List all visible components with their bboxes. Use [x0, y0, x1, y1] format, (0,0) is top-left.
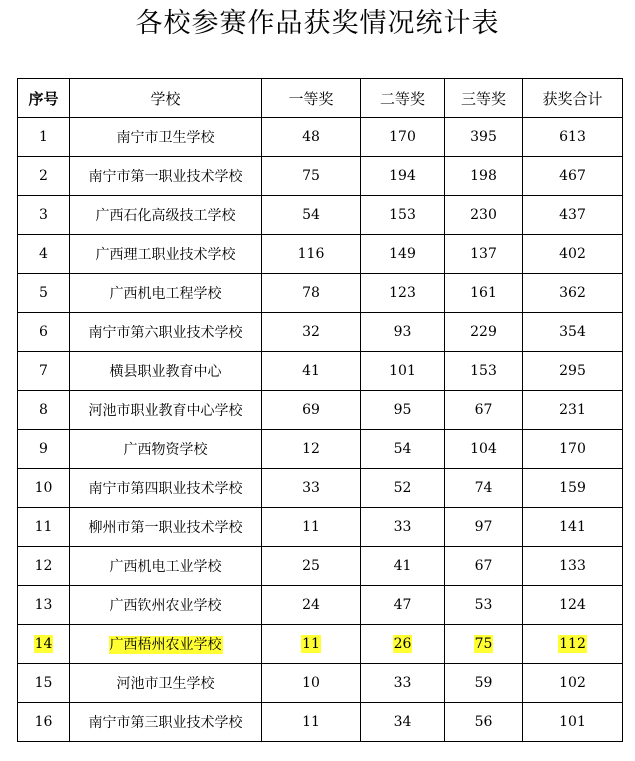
cell-first-prize-text: 12 [302, 441, 320, 457]
cell-total [523, 196, 623, 235]
cell-third-prize [445, 469, 523, 508]
cell-total-text: 112 [559, 636, 586, 652]
table-row [18, 235, 623, 274]
cell-no-text: 6 [39, 324, 48, 340]
cell-total [523, 430, 623, 469]
cell-no [18, 313, 70, 352]
cell-first-prize [262, 235, 361, 274]
table-row [18, 352, 623, 391]
cell-first-prize [262, 703, 361, 742]
cell-third-prize [445, 625, 523, 664]
cell-first-prize-text: 25 [302, 558, 320, 574]
cell-total [523, 313, 623, 352]
cell-no-text: 7 [39, 363, 48, 379]
cell-third-prize-text: 75 [474, 636, 493, 652]
cell-first-prize-text: 11 [302, 714, 320, 730]
cell-no [18, 625, 70, 664]
cell-first-prize [262, 313, 361, 352]
cell-total [523, 547, 623, 586]
cell-total [523, 391, 623, 430]
cell-school-text: 广西机电工程学校 [109, 286, 222, 302]
cell-total-text: 437 [559, 207, 586, 223]
cell-first-prize-text: 41 [302, 363, 320, 379]
cell-first-prize-text: 11 [302, 519, 320, 535]
cell-third-prize-text: 67 [474, 558, 493, 574]
cell-school [70, 664, 262, 703]
table-row [18, 391, 623, 430]
cell-second-prize [361, 157, 445, 196]
cell-first-prize [262, 118, 361, 157]
cell-third-prize-text: 53 [474, 597, 493, 613]
cell-second-prize [361, 547, 445, 586]
cell-school [70, 235, 262, 274]
cell-first-prize [262, 508, 361, 547]
cell-school-text: 南宁市第一职业技术学校 [88, 169, 243, 185]
cell-total-text: 102 [559, 675, 586, 691]
cell-first-prize [262, 469, 361, 508]
cell-no [18, 157, 70, 196]
cell-school [70, 352, 262, 391]
cell-school-text: 广西物资学校 [123, 442, 208, 458]
cell-school-text: 横县职业教育中心 [109, 364, 222, 380]
cell-total-text: 159 [559, 480, 586, 496]
cell-no-text: 11 [34, 519, 53, 535]
cell-school-text: 柳州市第一职业技术学校 [88, 520, 243, 536]
header-total: 获奖合计 [523, 79, 623, 118]
cell-third-prize [445, 118, 523, 157]
header-school: 学校 [70, 79, 262, 118]
cell-no [18, 235, 70, 274]
cell-second-prize-text: 101 [389, 363, 416, 379]
cell-second-prize [361, 196, 445, 235]
cell-school [70, 508, 262, 547]
table-row [18, 469, 623, 508]
cell-first-prize [262, 274, 361, 313]
cell-second-prize-text: 170 [389, 129, 416, 145]
table-row [18, 118, 623, 157]
cell-school [70, 157, 262, 196]
cell-school [70, 118, 262, 157]
table-row [18, 313, 623, 352]
cell-second-prize [361, 430, 445, 469]
cell-first-prize-text: 11 [302, 636, 320, 652]
cell-first-prize [262, 625, 361, 664]
cell-third-prize [445, 274, 523, 313]
cell-first-prize-text: 48 [302, 129, 320, 145]
cell-third-prize [445, 703, 523, 742]
cell-school [70, 274, 262, 313]
cell-second-prize [361, 274, 445, 313]
cell-no-text: 4 [39, 246, 48, 262]
cell-first-prize [262, 547, 361, 586]
cell-no [18, 508, 70, 547]
cell-no-text: 1 [39, 129, 48, 145]
cell-school-text: 广西石化高级技工学校 [95, 208, 236, 224]
cell-second-prize-text: 149 [389, 246, 416, 262]
cell-second-prize [361, 586, 445, 625]
cell-total-text: 170 [559, 441, 586, 457]
awards-table [17, 78, 623, 742]
cell-third-prize [445, 235, 523, 274]
cell-total [523, 469, 623, 508]
cell-no-text: 10 [34, 480, 53, 496]
cell-first-prize-text: 69 [302, 402, 320, 418]
cell-total [523, 664, 623, 703]
header-first-prize: 一等奖 [262, 79, 361, 118]
cell-first-prize-text: 33 [302, 480, 320, 496]
cell-second-prize-text: 33 [393, 675, 412, 691]
cell-second-prize-text: 54 [393, 441, 412, 457]
cell-no [18, 352, 70, 391]
cell-first-prize [262, 586, 361, 625]
cell-school-text: 南宁市第六职业技术学校 [88, 325, 243, 341]
cell-second-prize-text: 41 [393, 558, 412, 574]
cell-school-text: 河池市职业教育中心学校 [88, 403, 243, 419]
cell-total-text: 124 [559, 597, 586, 613]
cell-total [523, 157, 623, 196]
cell-third-prize-text: 229 [470, 324, 497, 340]
header-third-prize: 三等奖 [445, 79, 523, 118]
table-row [18, 703, 623, 742]
cell-second-prize-text: 123 [389, 285, 416, 301]
cell-third-prize-text: 67 [474, 402, 493, 418]
cell-total [523, 118, 623, 157]
cell-second-prize [361, 508, 445, 547]
cell-total-text: 141 [559, 519, 586, 535]
cell-no-text: 13 [34, 597, 53, 613]
cell-total-text: 467 [559, 168, 586, 184]
cell-total [523, 508, 623, 547]
cell-third-prize-text: 198 [470, 168, 497, 184]
cell-no [18, 586, 70, 625]
cell-third-prize-text: 59 [474, 675, 493, 691]
cell-school-text: 广西梧州农业学校 [109, 637, 222, 653]
cell-total-text: 362 [559, 285, 586, 301]
cell-third-prize-text: 56 [474, 714, 493, 730]
cell-no-text: 15 [34, 675, 53, 691]
cell-no-text: 9 [39, 441, 48, 457]
cell-first-prize [262, 391, 361, 430]
table-row [18, 157, 623, 196]
cell-total-text: 231 [559, 402, 586, 418]
cell-no [18, 196, 70, 235]
cell-total [523, 625, 623, 664]
cell-total [523, 235, 623, 274]
cell-total-text: 101 [559, 714, 586, 730]
cell-no [18, 664, 70, 703]
cell-third-prize [445, 313, 523, 352]
cell-school [70, 547, 262, 586]
cell-first-prize-text: 78 [302, 285, 320, 301]
cell-second-prize [361, 235, 445, 274]
cell-first-prize-text: 24 [302, 597, 320, 613]
header-second-prize: 二等奖 [361, 79, 445, 118]
cell-school [70, 469, 262, 508]
cell-second-prize-text: 52 [393, 480, 412, 496]
cell-first-prize-text: 32 [302, 324, 320, 340]
cell-third-prize [445, 508, 523, 547]
header-no: 序号 [18, 79, 70, 118]
table-row [18, 274, 623, 313]
cell-total [523, 352, 623, 391]
cell-second-prize-text: 33 [393, 519, 412, 535]
cell-first-prize [262, 196, 361, 235]
cell-third-prize [445, 157, 523, 196]
cell-no-text: 2 [39, 168, 48, 184]
cell-third-prize-text: 104 [470, 441, 497, 457]
cell-no [18, 547, 70, 586]
cell-second-prize [361, 469, 445, 508]
cell-no [18, 118, 70, 157]
cell-second-prize-text: 26 [393, 636, 412, 652]
cell-third-prize [445, 547, 523, 586]
cell-second-prize-text: 153 [389, 207, 416, 223]
cell-third-prize [445, 586, 523, 625]
cell-second-prize [361, 664, 445, 703]
cell-school [70, 703, 262, 742]
cell-no [18, 469, 70, 508]
cell-second-prize [361, 118, 445, 157]
cell-total [523, 703, 623, 742]
cell-school-text: 广西机电工业学校 [109, 559, 222, 575]
cell-no [18, 430, 70, 469]
cell-third-prize-text: 137 [470, 246, 497, 262]
table-header-row [18, 79, 623, 118]
cell-school-text: 河池市卫生学校 [116, 676, 215, 692]
cell-third-prize [445, 391, 523, 430]
cell-first-prize-text: 116 [297, 246, 325, 262]
cell-school-text: 南宁市第四职业技术学校 [88, 481, 243, 497]
cell-school [70, 625, 262, 664]
cell-third-prize-text: 161 [470, 285, 497, 301]
table-row [18, 664, 623, 703]
cell-third-prize [445, 664, 523, 703]
table-row [18, 586, 623, 625]
cell-second-prize-text: 47 [393, 597, 412, 613]
cell-total-text: 133 [559, 558, 586, 574]
cell-school-text: 南宁市第三职业技术学校 [88, 715, 243, 731]
cell-school-text: 南宁市卫生学校 [116, 130, 215, 146]
table-row [18, 430, 623, 469]
cell-no [18, 274, 70, 313]
cell-second-prize [361, 703, 445, 742]
cell-first-prize [262, 352, 361, 391]
cell-no [18, 703, 70, 742]
cell-second-prize [361, 352, 445, 391]
cell-no-text: 12 [34, 558, 53, 574]
table-row [18, 508, 623, 547]
cell-second-prize [361, 313, 445, 352]
cell-total-text: 295 [559, 363, 586, 379]
cell-second-prize-text: 93 [393, 324, 412, 340]
cell-no-text: 5 [39, 285, 48, 301]
cell-school [70, 430, 262, 469]
table-row [18, 625, 623, 664]
cell-third-prize [445, 196, 523, 235]
cell-third-prize-text: 97 [474, 519, 493, 535]
table-row [18, 547, 623, 586]
cell-no [18, 391, 70, 430]
cell-first-prize [262, 664, 361, 703]
cell-first-prize-text: 75 [302, 168, 320, 184]
cell-school-text: 广西理工职业技术学校 [95, 247, 236, 263]
cell-second-prize-text: 95 [393, 402, 412, 418]
cell-third-prize-text: 230 [470, 207, 497, 223]
cell-school [70, 313, 262, 352]
cell-first-prize [262, 157, 361, 196]
cell-total-text: 402 [559, 246, 586, 262]
table-body [18, 118, 623, 742]
cell-third-prize-text: 74 [474, 480, 493, 496]
cell-first-prize-text: 54 [302, 207, 320, 223]
cell-third-prize [445, 352, 523, 391]
cell-second-prize [361, 391, 445, 430]
cell-total-text: 354 [559, 324, 586, 340]
cell-third-prize-text: 153 [470, 363, 497, 379]
cell-third-prize [445, 430, 523, 469]
cell-no-text: 8 [39, 402, 48, 418]
cell-second-prize-text: 194 [389, 168, 416, 184]
page-title: 各校参赛作品获奖情况统计表 [135, 8, 500, 39]
cell-no-text: 3 [39, 207, 48, 223]
table-row [18, 196, 623, 235]
cell-total [523, 586, 623, 625]
cell-school [70, 196, 262, 235]
cell-school [70, 586, 262, 625]
cell-school [70, 391, 262, 430]
cell-school-text: 广西钦州农业学校 [109, 598, 222, 614]
cell-no-text: 16 [34, 714, 53, 730]
cell-first-prize-text: 10 [302, 675, 320, 691]
cell-second-prize [361, 625, 445, 664]
cell-no-text: 14 [34, 636, 53, 652]
cell-total [523, 274, 623, 313]
cell-first-prize [262, 430, 361, 469]
cell-second-prize-text: 34 [393, 714, 412, 730]
cell-third-prize-text: 395 [470, 129, 497, 145]
cell-total-text: 613 [559, 129, 586, 145]
